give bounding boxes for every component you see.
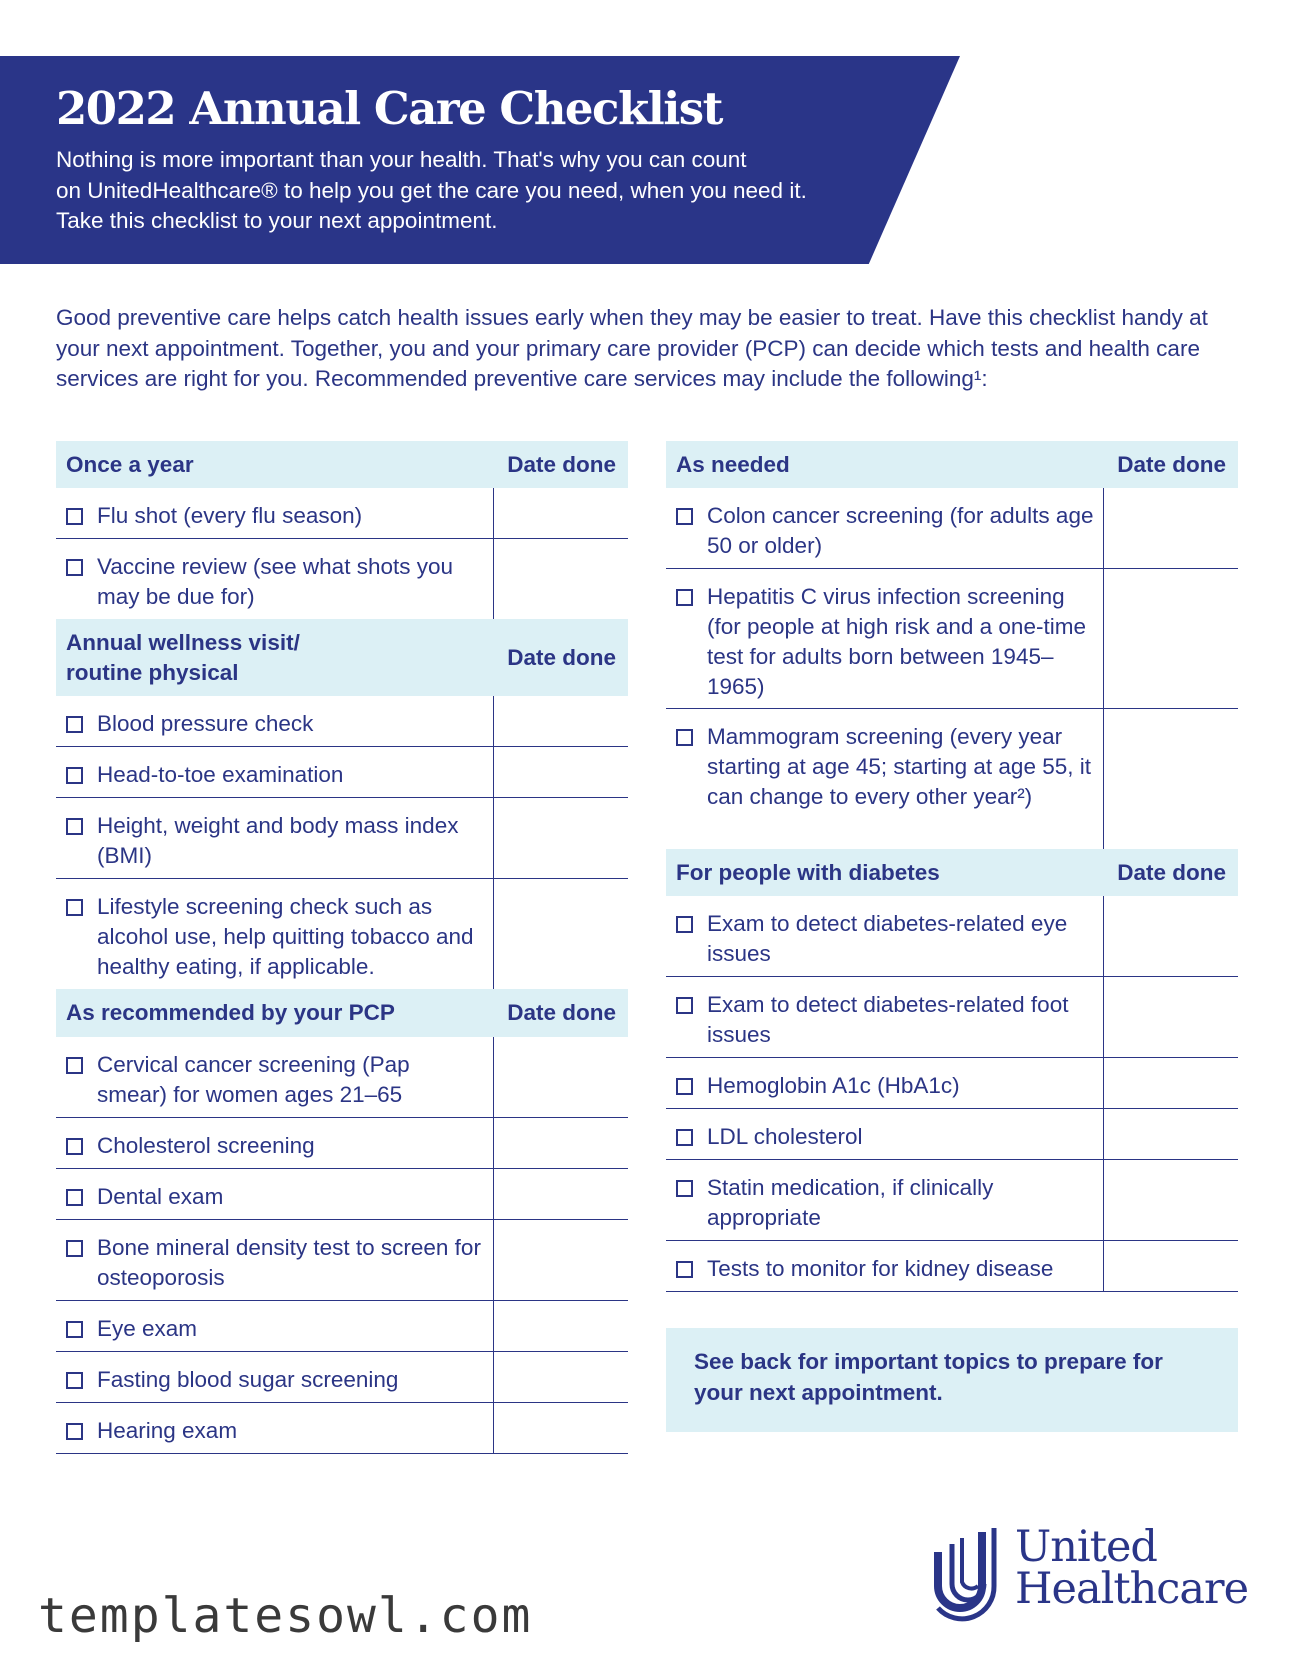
section-header-diabetes [666,849,1238,896]
date-done-cell[interactable] [1104,1109,1238,1159]
checklist-item: Tests to monitor for kidney disease [666,1241,1104,1291]
checklist-row [56,879,628,989]
checklist-right-column [666,441,1238,1292]
date-done-cell[interactable] [494,1301,628,1351]
checklist-row [666,709,1238,849]
checklist-item: Blood pressure check [56,696,494,746]
date-done-cell[interactable] [494,1352,628,1402]
page-title: 2022 Annual Care Checklist [56,82,722,135]
checklist-item: Flu shot (every flu season) [56,488,494,538]
date-done-cell[interactable] [1104,977,1238,1057]
date-done-cell[interactable] [494,488,628,538]
date-done-cell[interactable] [494,1118,628,1168]
checklist-item: Mammogram screening (every year starting at age 45; starting at age 55, it can change to every other year²) [666,709,1104,849]
checkbox[interactable] [66,767,83,784]
date-done-cell[interactable] [494,879,628,989]
checkbox[interactable] [66,1240,83,1257]
date-done-cell[interactable] [1104,896,1238,976]
date-done-cell[interactable] [1104,709,1238,849]
checklist-row [56,696,628,747]
header-description [56,145,896,237]
checkbox[interactable] [676,1261,693,1278]
checklist-row [56,798,628,879]
date-done-cell[interactable] [494,696,628,746]
checkbox[interactable] [66,508,83,525]
date-done-cell[interactable] [494,1037,628,1117]
section-header-annual-wellness [56,619,628,696]
checklist-left-column [56,441,628,1454]
checkbox[interactable] [676,729,693,746]
date-done-label: Date done [507,644,616,670]
checkbox[interactable] [66,1138,83,1155]
checkbox[interactable] [676,916,693,933]
date-done-cell[interactable] [494,1403,628,1453]
checklist-row [666,1058,1238,1109]
checklist-item: Hearing exam [56,1403,494,1453]
checkbox[interactable] [676,589,693,606]
checklist-row [56,1037,628,1118]
date-done-cell[interactable] [1104,488,1238,568]
checkbox[interactable] [676,1129,693,1146]
date-done-cell[interactable] [1104,1058,1238,1108]
section-title: Once a year [66,451,194,477]
checklist-item: Colon cancer screening (for adults age 50 or older) [666,488,1104,568]
intro-paragraph: Good preventive care helps catch health issues early when they may be easier to treat. Have this checklist handy at your next appointment. Together, you and your primary care provider (PCP) can decide which tests and health care services are right for you. Recommended preventive care services may include the following¹: [56,305,1208,391]
date-done-cell[interactable] [1104,1160,1238,1240]
checklist-item: Dental exam [56,1169,494,1219]
checklist-row [666,977,1238,1058]
date-done-cell[interactable] [1104,1241,1238,1291]
checklist-row [666,1241,1238,1292]
checklist-row [666,1109,1238,1160]
checklist-row [666,488,1238,569]
back-page-note: See back for important topics to prepare for your next appointment. [666,1328,1238,1432]
checkbox[interactable] [676,1078,693,1095]
checklist-row [56,1352,628,1403]
checklist-item: Vaccine review (see what shots you may be due for) [56,539,494,619]
checklist-item: Eye exam [56,1301,494,1351]
checklist-item: Head-to-toe examination [56,747,494,797]
checklist-item: Cervical cancer screening (Pap smear) for women ages 21–65 [56,1037,494,1117]
checklist-row [56,747,628,798]
checkbox[interactable] [66,716,83,733]
logo-wordmark: United Healthcare [1015,1522,1249,1614]
checkbox[interactable] [66,1189,83,1206]
section-title: Annual wellness visit/ routine physical [66,629,300,685]
checklist-item: Exam to detect diabetes-related foot issues [666,977,1104,1057]
section-title: As needed [676,451,790,477]
checklist-row [56,1169,628,1220]
checklist-item: Cholesterol screening [56,1118,494,1168]
section-header-as-needed [666,441,1238,488]
checkbox[interactable] [66,1321,83,1338]
checkbox[interactable] [676,997,693,1014]
checklist-item: Exam to detect diabetes-related eye issues [666,896,1104,976]
header-line-1: Nothing is more important than your health. That's why you can count [56,147,747,172]
checkbox[interactable] [66,559,83,576]
checklist-item: Hepatitis C virus infection screening (for people at high risk and a one-time test for adults born between 1945–1965) [666,569,1104,708]
checklist-item: Hemoglobin A1c (HbA1c) [666,1058,1104,1108]
checklist-row [56,1118,628,1169]
checklist-row [56,488,628,539]
header-line-3: Take this checklist to your next appointment. [56,208,498,233]
checkbox[interactable] [676,1180,693,1197]
date-done-cell[interactable] [494,1220,628,1300]
date-done-label: Date done [507,451,616,477]
checkbox[interactable] [66,1057,83,1074]
checklist-item: Height, weight and body mass index (BMI) [56,798,494,878]
checklist-row [56,1220,628,1301]
date-done-cell[interactable] [1104,569,1238,708]
date-done-cell[interactable] [494,798,628,878]
checklist-row [56,1301,628,1352]
checklist-row [666,569,1238,709]
checklist-row [56,539,628,619]
checklist-row [666,1160,1238,1241]
checklist-item: Bone mineral density test to screen for osteoporosis [56,1220,494,1300]
checkbox[interactable] [66,1372,83,1389]
checkbox[interactable] [66,1423,83,1440]
date-done-label: Date done [507,1000,616,1025]
date-done-cell[interactable] [494,539,628,619]
checkbox[interactable] [66,818,83,835]
section-title: As recommended by your PCP [66,1000,395,1025]
checklist-row [666,896,1238,977]
section-header-recommended [56,989,628,1037]
checklist-item: Lifestyle screening check such as alcohol use, help quitting tobacco and healthy eating, if applicable. [56,879,494,989]
checklist-row [56,1403,628,1454]
date-done-label: Date done [1117,859,1226,885]
section-title: For people with diabetes [676,859,940,885]
date-done-cell[interactable] [494,1169,628,1219]
checklist-item: LDL cholesterol [666,1109,1104,1159]
checkbox[interactable] [66,899,83,916]
watermark-text: templatesowl.com [38,1588,533,1644]
checkbox[interactable] [676,508,693,525]
checklist-item: Statin medication, if clinically appropriate [666,1160,1104,1240]
header-line-2: on UnitedHealthcare® to help you get the care you need, when you need it. [56,177,807,203]
date-done-cell[interactable] [494,747,628,797]
section-header-once-a-year [56,441,628,488]
date-done-label: Date done [1117,451,1226,477]
checklist-item: Fasting blood sugar screening [56,1352,494,1402]
